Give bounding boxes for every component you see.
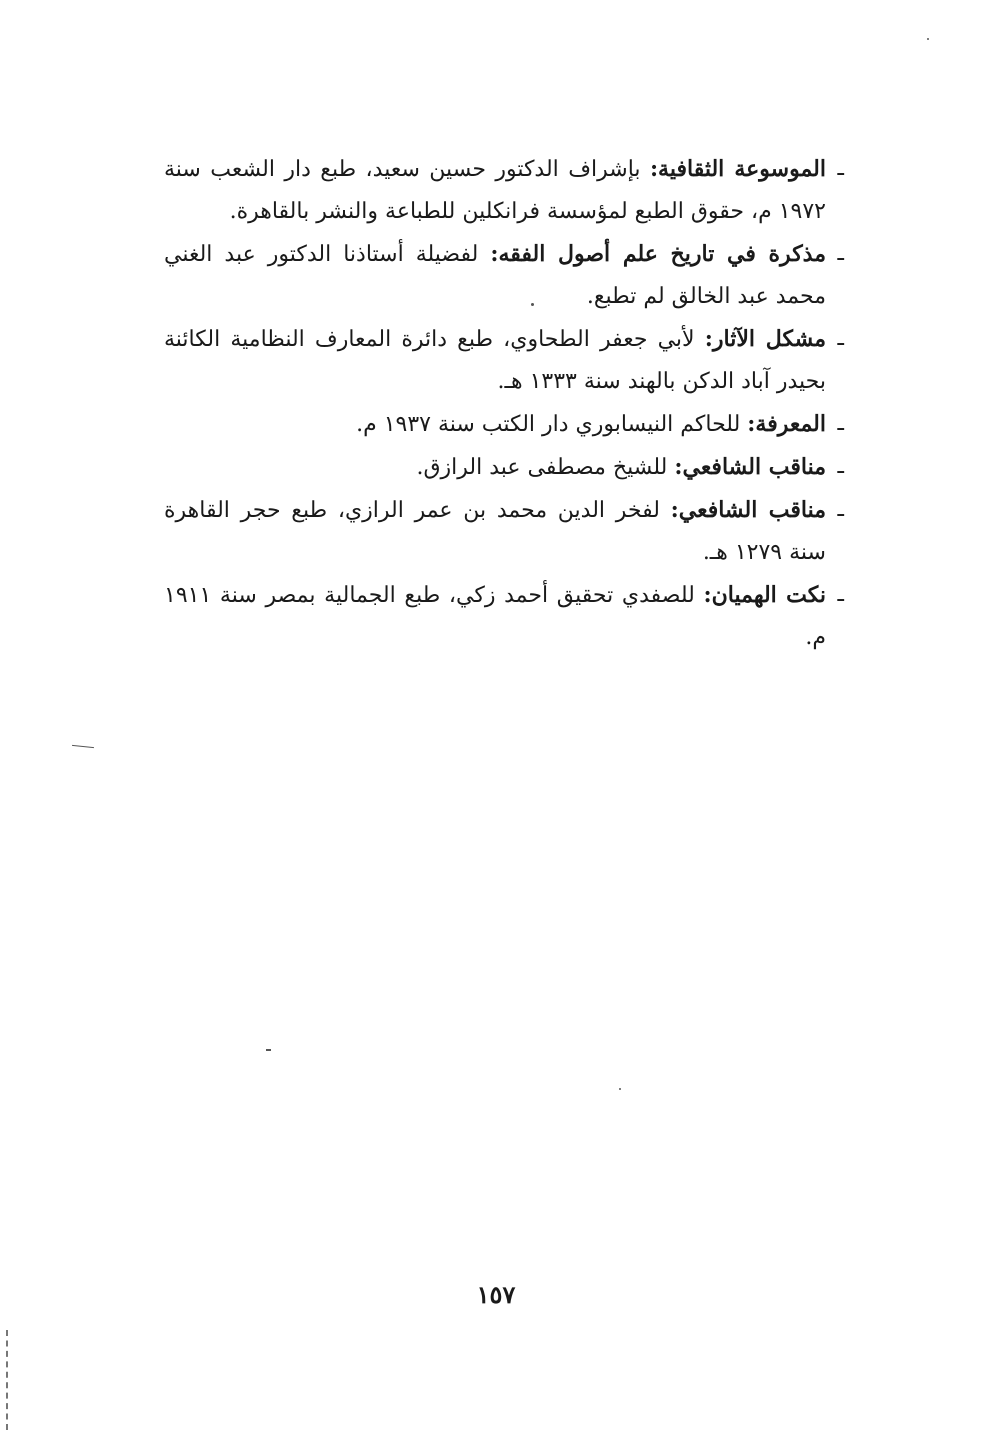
entry-text: للصفدي تحقيق أحمد زكي، طبع الجمالية بمصر سنة ١٩١١ م. — [164, 583, 826, 650]
entry-title: مذكرة في تاريخ علم أصول الفقه: — [490, 241, 826, 267]
entry-dash: ـ — [837, 497, 844, 522]
entry-text: لفخر الدين محمد بن عمر الرازي، طبع حجر القاهرة سنة ١٢٧٩ هـ. — [164, 498, 826, 565]
bibliography-entry — [164, 489, 844, 574]
scan-speck — [266, 1049, 271, 1051]
bibliography-entry — [164, 233, 844, 318]
entry-title: المعرفة: — [747, 411, 826, 437]
entry-dash: ـ — [837, 326, 844, 351]
scan-speck — [72, 745, 94, 748]
entry-dash: ـ — [837, 156, 844, 181]
page-number: ١٥٧ — [476, 1280, 516, 1309]
entry-title: مشكل الآثار: — [704, 326, 826, 352]
entry-dash: ـ — [837, 454, 844, 479]
entry-text: للحاكم النيسابوري دار الكتب سنة ١٩٣٧ م. — [356, 412, 748, 437]
entry-title: الموسوعة الثقافية: — [649, 156, 826, 182]
entry-dash: ـ — [837, 582, 844, 607]
entry-text: لأبي جعفر الطحاوي، طبع دائرة المعارف النظامية الكائنة بحيدر آباد الدكن بالهند سنة ١٣٣٣ هـ. — [164, 327, 826, 394]
entry-text: لفضيلة أستاذنا الدكتور عبد الغني محمد عبد الخالق لم تطبع. — [164, 242, 826, 309]
bibliography-entry — [164, 574, 844, 659]
scan-speck — [927, 38, 929, 40]
bibliography-entry — [164, 446, 844, 489]
scan-speck — [619, 1088, 621, 1090]
entry-text: بإشراف الدكتور حسين سعيد، طبع دار الشعب سنة ١٩٧٢ م، حقوق الطبع لمؤسسة فرانكلين للطباعة والنشر بالقاهرة. — [164, 157, 826, 224]
entry-dash: ـ — [837, 411, 844, 436]
entry-title: مناقب الشافعي: — [674, 454, 826, 480]
bibliography-entry — [164, 148, 844, 233]
bibliography-list — [164, 148, 844, 659]
entry-text: للشيخ مصطفى عبد الرازق. — [416, 455, 675, 480]
scan-speck — [531, 303, 534, 306]
entry-title: مناقب الشافعي: — [670, 497, 826, 523]
scan-edge-marks — [6, 1330, 10, 1430]
entry-title: نكت الهميان: — [703, 582, 826, 608]
entry-dash: ـ — [837, 241, 844, 266]
bibliography-entry — [164, 403, 844, 446]
bibliography-entry — [164, 318, 844, 403]
